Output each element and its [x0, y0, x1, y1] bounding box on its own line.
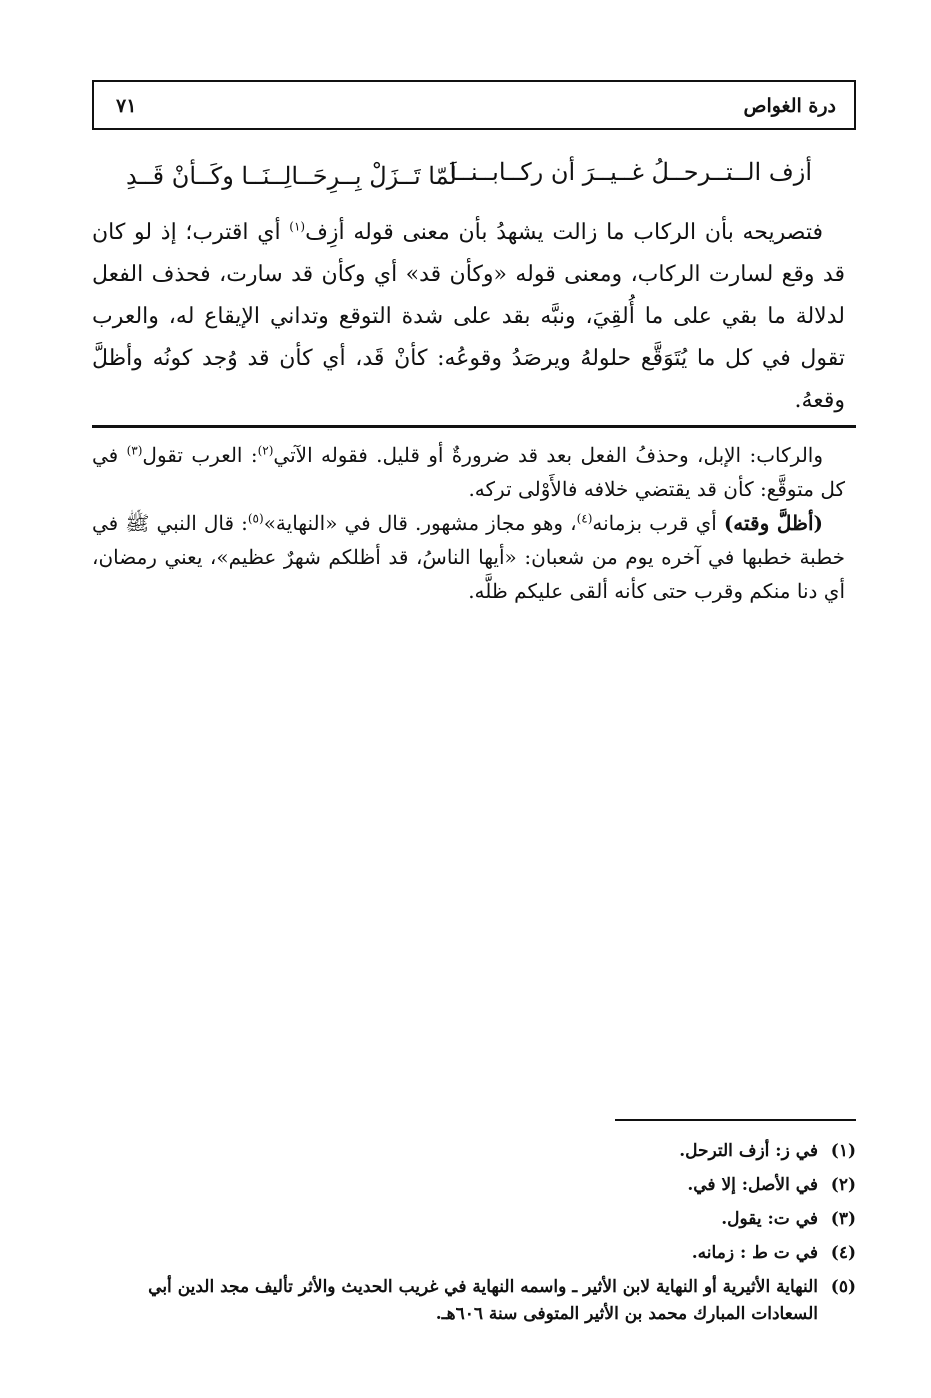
main-paragraph	[92, 212, 845, 422]
footnote-text: في ت ط : زمانه.	[691, 1243, 818, 1263]
footnote-ref[interactable]: (٢)	[257, 443, 274, 458]
text-run: فتصريحه بأن الركاب ما زالت يشهدُ بأن معنى قوله أزِف	[305, 220, 824, 245]
footnote-ref[interactable]: (٤)	[576, 511, 593, 526]
commentary-paragraph	[92, 438, 845, 506]
footnote-text: في ت: يقول.	[721, 1209, 818, 1229]
lemma-heading: (أظلَّ وقته)	[723, 511, 823, 535]
text-run: ، وهو مجاز مشهور. قال في «النهاية»	[263, 511, 577, 535]
text-run: : العرب تقول	[142, 443, 258, 467]
running-title: درة الغواص	[743, 95, 836, 117]
footnote-number: (١)	[830, 1141, 856, 1161]
footnote-item	[92, 1236, 856, 1270]
footnote-text: في الأصل: إلا في.	[687, 1175, 818, 1195]
footnotes	[92, 1134, 856, 1328]
footnote-ref[interactable]: (١)	[289, 219, 306, 234]
section-divider	[92, 425, 856, 428]
footnote-item	[92, 1134, 856, 1168]
text-run: أي قرب بزمانه	[592, 511, 724, 535]
verse-second-hemistich: لَمّا تَــزَلْ بِــرِحَــالِــنَــا وكَــأنْ قَــدِ	[126, 162, 457, 190]
commentary-paragraph	[92, 506, 845, 608]
poem-verse	[100, 150, 840, 200]
footnote-number: (٤)	[830, 1243, 856, 1263]
text-run: أي اقترب؛ إذ لو كان قد وقع لسارت الركاب، ومعنى قوله «وكأن قد» أي وكأن قد سارت، فحذف الفعل لدلالة ما بقي على ما أُلقِيَ، ونبَّه بقد على شدة التوقع وتداني الإيقاع له، والعرب تقول في كل ما يُتَوَقَّع حلولهُ ويرصَدُ وقوعُه: كأنْ قَد، أي كأن قد وُجد كونُه وأظلَّ وقعهُ.	[92, 220, 845, 413]
footnote-text: النهاية الأثيرية أو النهاية لابن الأثير ـ واسمه النهاية في غريب الحديث والأثر تأليف مجد الدين أبي السعادات المبارك محمد بن الأثير المتوفى سنة ٦٠٦هـ.	[148, 1277, 818, 1324]
page-number: ٧١	[116, 95, 137, 117]
verse-first-hemistich: أزف الــتــرحــلُ غــيــرَ أن ركــابــنــا	[449, 158, 812, 186]
footnote-item	[92, 1274, 856, 1328]
footnote-ref[interactable]: (٥)	[247, 511, 264, 526]
text-run: في كل متوقَّع: كأن قد يقتضي خلافه فالأَوْلى تركه.	[92, 443, 845, 501]
footnote-number: (٢)	[830, 1175, 856, 1195]
footnote-number: (٥)	[830, 1277, 856, 1297]
footnote-item	[92, 1202, 856, 1236]
commentary-text	[92, 438, 845, 608]
main-text	[92, 212, 845, 422]
footnote-ref[interactable]: (٣)	[126, 443, 143, 458]
footnote-text: في ز: أزف الترحل.	[679, 1141, 818, 1161]
footnote-number: (٣)	[830, 1209, 856, 1229]
page-header	[92, 80, 856, 130]
footnote-item	[92, 1168, 856, 1202]
text-run: : قال النبي ﷺ في خطبة خطبها في آخره يوم من شعبان: «أيها الناسُ، قد أظلكم شهرٌ عظيم»، يعني رمضان، أي دنا منكم وقرب حتى كأنه ألقى عليكم ظلَّه.	[92, 511, 845, 603]
footnote-divider	[615, 1119, 856, 1121]
text-run: والركاب: الإبل، وحذفُ الفعل بعد قد ضرورةٌ أو قليل. فقوله الآتي	[273, 443, 823, 467]
